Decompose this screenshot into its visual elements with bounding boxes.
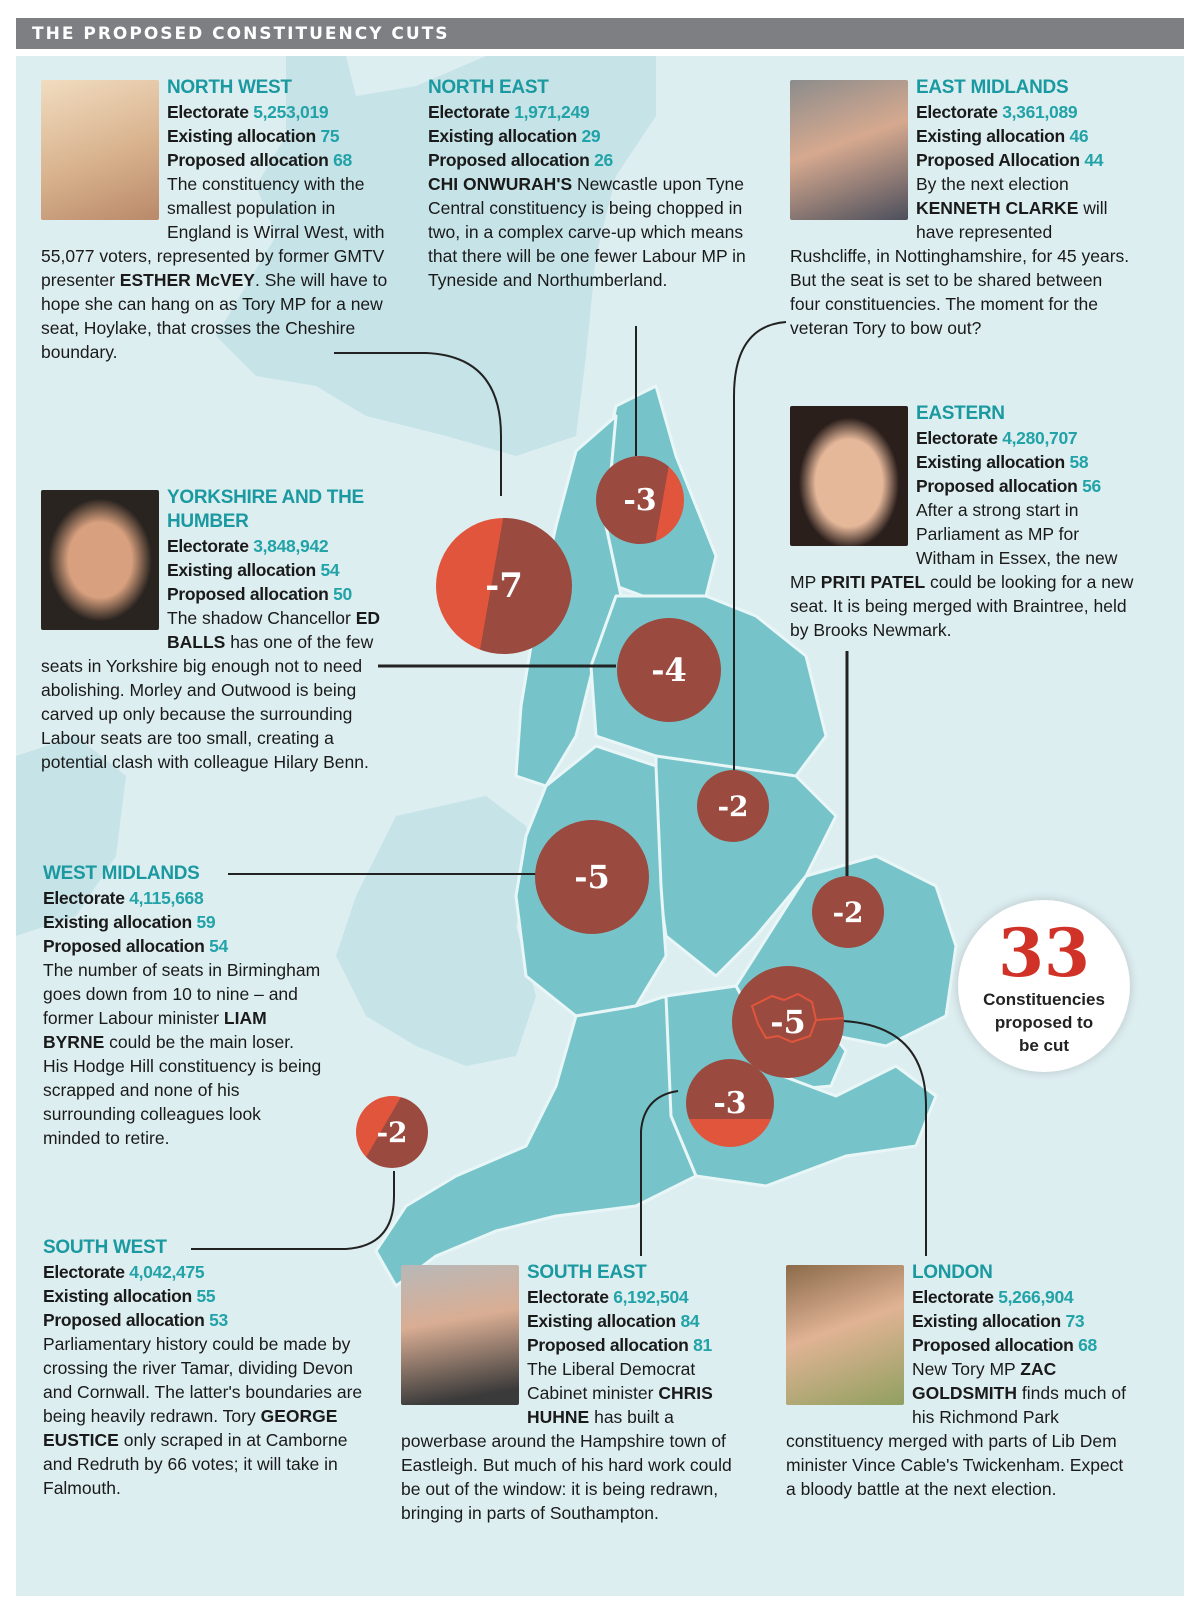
bubble-yorkshire: -4	[617, 618, 721, 722]
page-title: THE PROPOSED CONSTITUENCY CUTS	[32, 24, 450, 44]
bubble-north-east: -3	[596, 456, 684, 544]
mp-photo-chris-huhne	[401, 1265, 519, 1405]
bubble-west-midlands: -5	[535, 820, 649, 934]
bubble-eastern: -2	[812, 876, 884, 948]
card-south-east: SOUTH EAST Electorate 6,192,504 Existing allocation 84 Proposed allocation 81 The Liberal Democrat Cabinet minister CHRIS HUHNE has built a powerbase around the Hampshire town of Eastleigh. But much of his hard work could be out of the window: it is being redrawn, bringing in parts of Southampton.	[401, 1262, 732, 1523]
total-cuts-number: 33	[998, 914, 1090, 992]
card-east-midlands: EAST MIDLANDS Electorate 3,361,089 Existing allocation 46 Proposed Allocation 44 By the next election KENNETH CLARKE will have represented Rushcliffe, in Nottinghamshire, for 45 years. But the seat is set to be shared between four constituencies. The moment for the veteran Tory to bow out?	[790, 77, 1130, 338]
mp-photo-kenneth-clarke	[790, 80, 908, 220]
mp-photo-esther-mcvey	[41, 80, 159, 220]
card-north-west: NORTH WEST Electorate 5,253,019 Existing allocation 75 Proposed allocation 68 The constituency with the smallest population in England is Wirral West, with 55,077 voters, represented by former GMTV presenter ESTHER McVEY. She will have to hope she can hang on as Tory MP for a new seat, Hoylake, that crosses the Cheshire boundary.	[41, 77, 388, 362]
bubble-east-midlands: -2	[697, 770, 769, 842]
mp-photo-ed-balls	[41, 490, 159, 630]
bubble-south-west: -2	[356, 1096, 428, 1168]
wales-background-land	[336, 796, 536, 1066]
bubble-london: -5	[732, 966, 844, 1078]
mp-photo-zac-goldsmith	[786, 1265, 904, 1405]
card-west-midlands: WEST MIDLANDS Electorate 4,115,668 Existing allocation 59 Proposed allocation 54 The number of seats in Birmingham goes down from 10 to nine – and former Labour minister LIAM BYRNE could be the main loser. His Hodge Hill constituency is being scrapped and none of his surrounding colleagues look minded to retire.	[43, 863, 322, 1148]
bubble-north-west: -7	[436, 518, 572, 654]
card-london: LONDON Electorate 5,266,904 Existing allocation 73 Proposed allocation 68 New Tory MP ZAC GOLDSMITH finds much of his Richmond Park constituency merged with parts of Lib Dem minister Vince Cable's Twickenham. Expect a bloody battle at the next election.	[786, 1262, 1126, 1499]
title-bar	[16, 18, 1184, 49]
card-yorkshire-humber: YORKSHIRE AND THE HUMBER Electorate 3,848,942 Existing allocation 54 Proposed allocation 50 The shadow Chancellor ED BALLS has one of the few seats in Yorkshire big enough not to need abolishing. Morley and Outwood is being carved up only because the surrounding Labour seats are too small, creating a potential clash with colleague Hilary Benn.	[41, 487, 381, 772]
total-cuts-callout: 33 Constituencies proposed to be cut	[958, 900, 1130, 1072]
card-north-east: NORTH EAST Electorate 1,971,249 Existing allocation 29 Proposed allocation 26 CHI ONWURAH'S Newcastle upon Tyne Central constituency is being chopped in two, in a complex carve-up which means that there will be one fewer Labour MP in Tyneside and Northumberland.	[428, 77, 746, 290]
mp-photo-priti-patel	[790, 406, 908, 546]
bubble-south-east: -3	[686, 1059, 774, 1147]
map-panel	[16, 56, 1184, 1596]
card-south-west: SOUTH WEST Electorate 4,042,475 Existing allocation 55 Proposed allocation 53 Parliamentary history could be made by crossing the river Tamar, dividing Devon and Cornwall. The latter's boundaries are being heavily redrawn. Tory GEORGE EUSTICE only scraped in at Camborne and Redruth by 66 votes; it will take in Falmouth.	[43, 1237, 363, 1498]
card-eastern: EASTERN Electorate 4,280,707 Existing allocation 58 Proposed allocation 56 After a strong start in Parliament as MP for Witham in Essex, the new MP PRITI PATEL could be looking for a new seat. It is being merged with Braintree, held by Brooks Newmark.	[790, 403, 1134, 640]
